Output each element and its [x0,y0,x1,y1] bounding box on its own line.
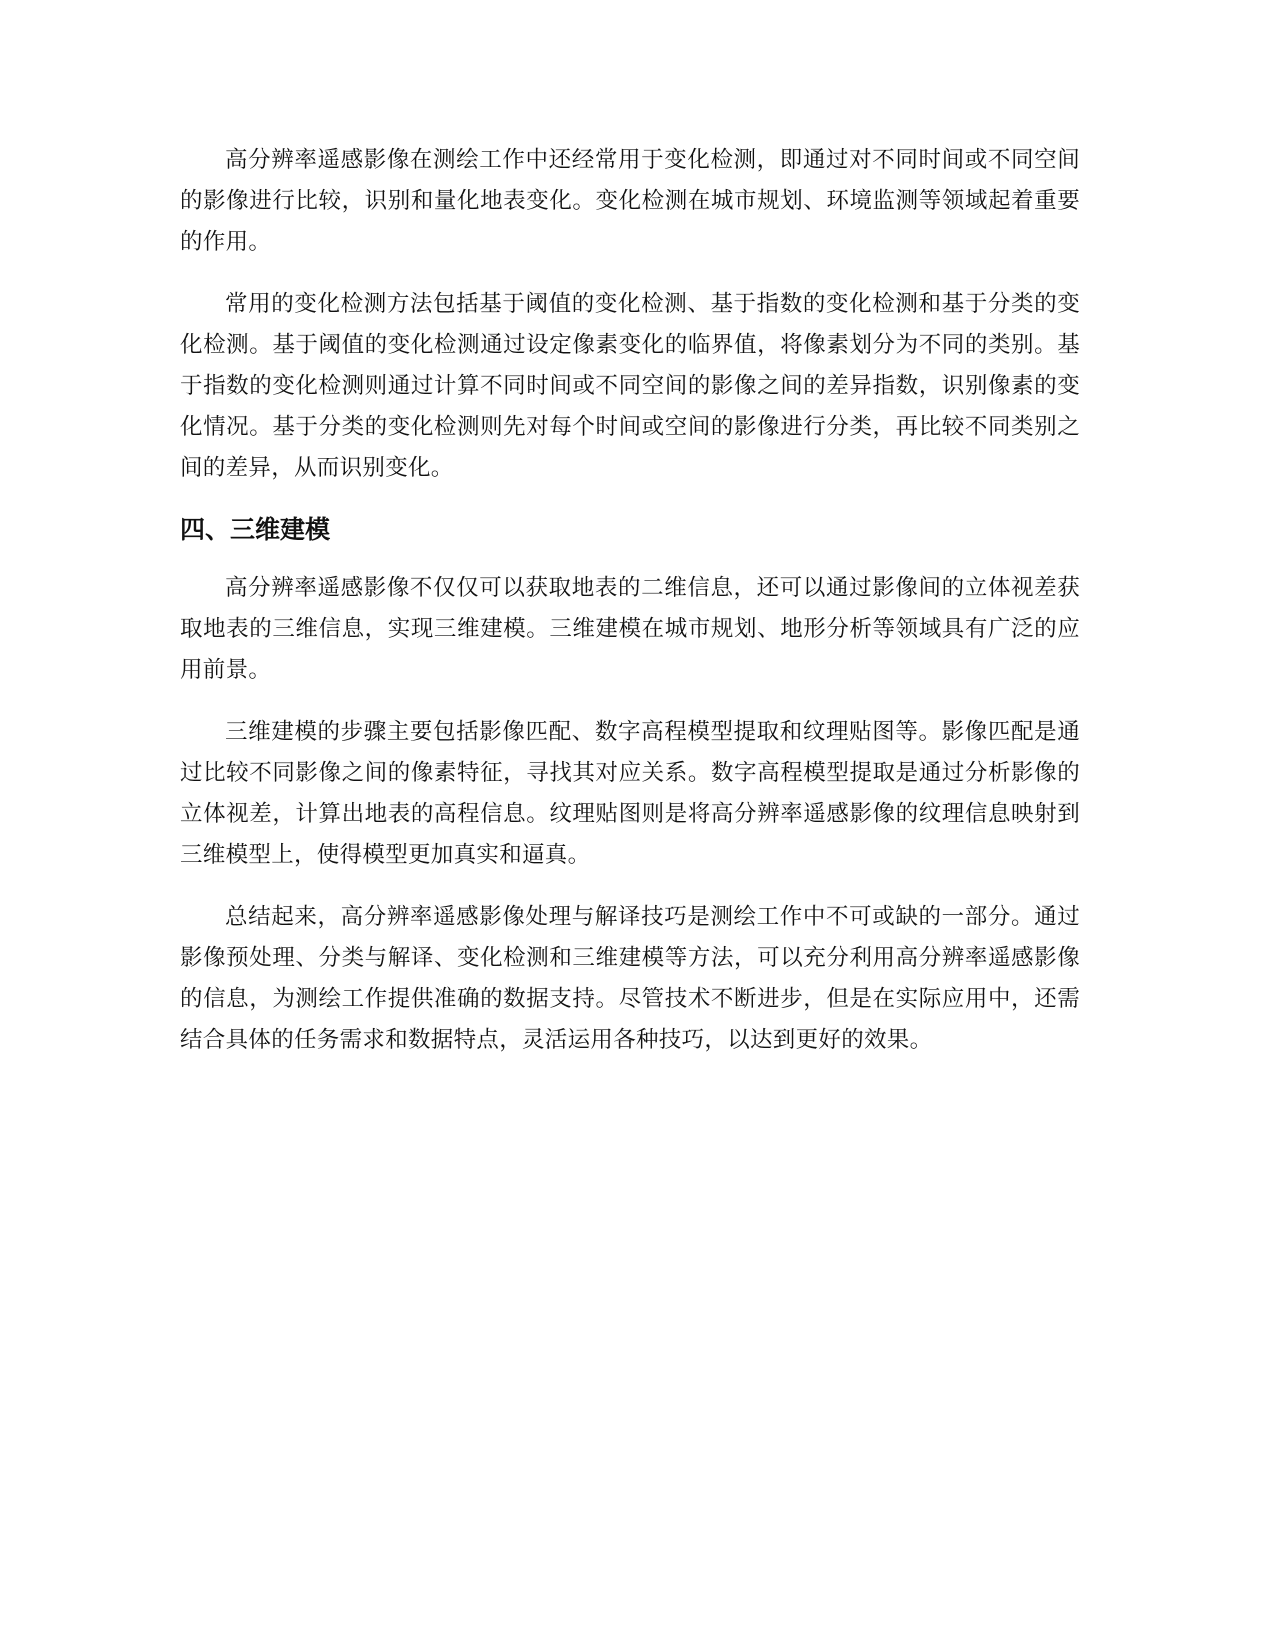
paragraph-conclusion: 总结起来，高分辨率遥感影像处理与解译技巧是测绘工作中不可或缺的一部分。通过影像预处理、分类与解译、变化检测和三维建模等方法，可以充分利用高分辨率遥感影像的信息，为测绘工作提供准确的数据支持。尽管技术不断进步，但是在实际应用中，还需结合具体的任务需求和数据特点，灵活运用各种技巧，以达到更好的效果。 [180,904,1080,1053]
paragraph-3d-modeling-steps: 三维建模的步骤主要包括影像匹配、数字高程模型提取和纹理贴图等。影像匹配是通过比较不同影像之间的像素特征，寻找其对应关系。数字高程模型提取是通过分析影像的立体视差，计算出地表的高程信息。纹理贴图则是将高分辨率遥感影像的纹理信息映射到三维模型上，使得模型更加真实和逼真。 [180,719,1080,868]
paragraph-change-detection-intro: 高分辨率遥感影像在测绘工作中还经常用于变化检测，即通过对不同时间或不同空间的影像进行比较，识别和量化地表变化。变化检测在城市规划、环境监测等领域起着重要的作用。 [180,147,1080,255]
section-heading-3d-modeling: 四、三维建模 [180,515,331,544]
paragraph-3d-modeling-intro: 高分辨率遥感影像不仅仅可以获取地表的二维信息，还可以通过影像间的立体视差获取地表的三维信息，实现三维建模。三维建模在城市规划、地形分析等领域具有广泛的应用前景。 [180,575,1080,683]
paragraph-change-detection-methods: 常用的变化检测方法包括基于阈值的变化检测、基于指数的变化检测和基于分类的变化检测。基于阈值的变化检测通过设定像素变化的临界值，将像素划分为不同的类别。基于指数的变化检测则通过计算不同时间或不同空间的影像之间的差异指数，识别像素的变化情况。基于分类的变化检测则先对每个时间或空间的影像进行分类，再比较不同类别之间的差异，从而识别变化。 [180,291,1080,481]
document-page [180,140,1080,1082]
